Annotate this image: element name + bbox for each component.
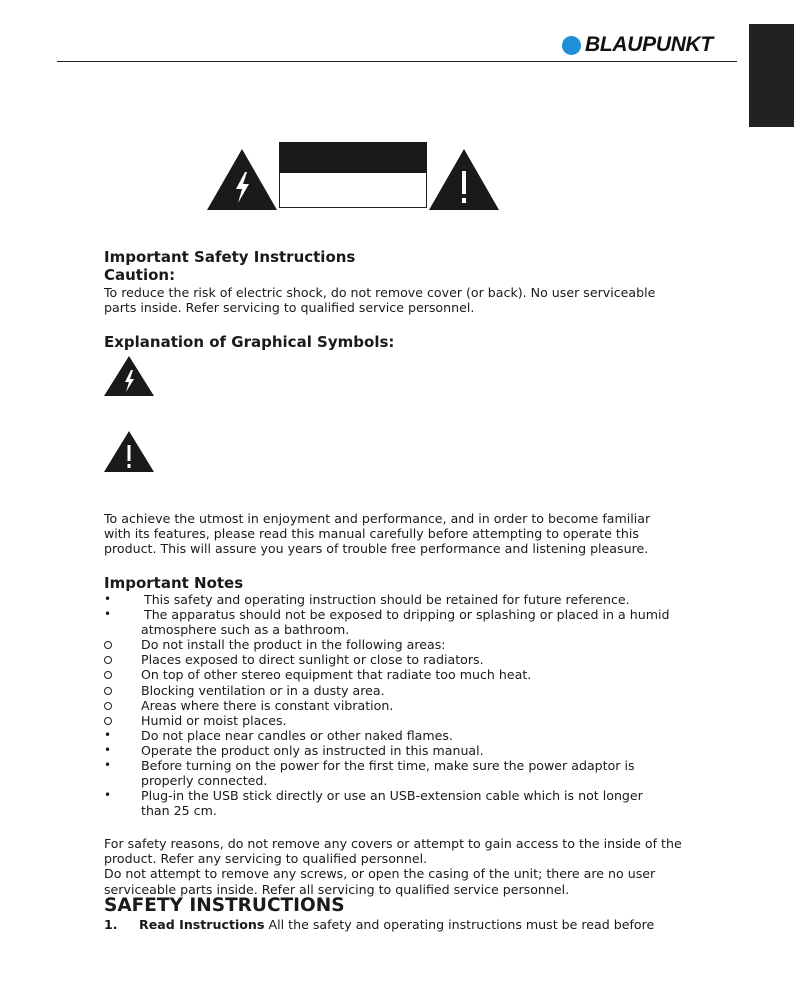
- list-item-text: Humid or moist places.: [141, 712, 287, 728]
- list-item-continuation: than 25 cm.: [141, 803, 217, 819]
- list-item-text: The apparatus should not be exposed to dripping or splashing or placed in a humid: [144, 607, 670, 623]
- brand-dot-icon: [562, 36, 581, 55]
- bullet-marker: •: [104, 742, 112, 757]
- bullet-marker: •: [104, 592, 112, 606]
- symbols-heading: Explanation of Graphical Symbols:: [104, 333, 395, 351]
- notes-heading: Important Notes: [104, 574, 244, 592]
- caution-heading: Caution:: [104, 266, 176, 284]
- header-rule: [57, 61, 737, 62]
- text-line: For safety reasons, do not remove any covers or attempt to gain access to the inside of the: [104, 836, 682, 851]
- safety-heading: Important Safety Instructions: [104, 248, 356, 266]
- safety-reasons-paragraph: [104, 836, 684, 897]
- brand-name: BLAUPUNKT: [585, 33, 713, 56]
- safety-instructions-heading: SAFETY INSTRUCTIONS: [104, 895, 345, 916]
- exclamation-symbol-icon: [104, 431, 154, 473]
- text-line: To reduce the risk of electric shock, do not remove cover (or back). No user serviceable: [104, 285, 656, 300]
- circle-bullet-icon: [104, 656, 112, 664]
- text-line: parts inside. Refer servicing to qualified service personnel.: [104, 300, 475, 316]
- circle-bullet-icon: [104, 641, 112, 649]
- list-item-text: On top of other stereo equipment that radiate too much heat.: [141, 667, 532, 683]
- circle-marker: [104, 652, 124, 668]
- instruction-item: [104, 917, 655, 932]
- exclamation-warning-icon: [429, 149, 499, 211]
- lightning-symbol-icon: [104, 356, 154, 397]
- list-item-text: Do not place near candles or other naked flames.: [141, 727, 453, 743]
- text-line: product. This will assure you years of trouble free performance and listening pleasure.: [104, 541, 649, 557]
- text-line: To achieve the utmost in enjoyment and performance, and in order to become familiar: [104, 511, 651, 526]
- list-item-text: Operate the product only as instructed in this manual.: [141, 742, 484, 758]
- list-item-text: Blocking ventilation or in a dusty area.: [141, 682, 385, 698]
- list-item-text: Do not install the product in the following areas:: [141, 637, 446, 653]
- circle-marker: [104, 667, 124, 683]
- list-item-text: Before turning on the power for the first time, make sure the power adaptor is: [141, 758, 635, 774]
- list-item-text: Places exposed to direct sunlight or close to radiators.: [141, 652, 484, 668]
- circle-marker: [104, 683, 124, 699]
- bullet-marker: •: [104, 727, 112, 742]
- circle-marker: [104, 698, 124, 714]
- text-line: product. Refer any servicing to qualified personnel.: [104, 851, 428, 867]
- circle-marker: [104, 713, 124, 729]
- circle-bullet-icon: [104, 702, 112, 710]
- caution-label-band: [279, 142, 427, 173]
- intro-paragraph: [104, 511, 684, 557]
- circle-bullet-icon: [104, 687, 112, 695]
- instruction-text: - All the safety and operating instructions must be read before: [260, 917, 655, 932]
- circle-bullet-icon: [104, 671, 112, 679]
- bullet-marker: •: [104, 758, 112, 773]
- instruction-number: 1.: [104, 917, 118, 932]
- circle-marker: [104, 637, 124, 653]
- language-side-tab: [749, 24, 794, 127]
- instruction-title: Read Instructions: [139, 917, 265, 932]
- list-item-text: Plug-in the USB stick directly or use an USB-extension cable which is not longer: [141, 788, 643, 804]
- list-item-continuation: atmosphere such as a bathroom.: [141, 622, 350, 638]
- text-line: Do not attempt to remove any screws, or open the casing of the unit; there are no user: [104, 866, 656, 882]
- lightning-warning-icon: [207, 149, 277, 211]
- text-line: with its features, please read this manual carefully before attempting to operate this: [104, 526, 639, 542]
- list-item-text: Areas where there is constant vibration.: [141, 697, 394, 713]
- caution-paragraph: [104, 285, 684, 315]
- bullet-marker: •: [104, 788, 112, 803]
- text-line: serviceable parts inside. Refer all servicing to qualified service personnel.: [104, 881, 570, 897]
- circle-bullet-icon: [104, 717, 112, 725]
- bullet-marker: •: [104, 607, 112, 622]
- list-item-continuation: properly connected.: [141, 773, 268, 789]
- brand-logo: [562, 33, 713, 57]
- list-item-text: This safety and operating instruction should be retained for future reference.: [144, 592, 630, 607]
